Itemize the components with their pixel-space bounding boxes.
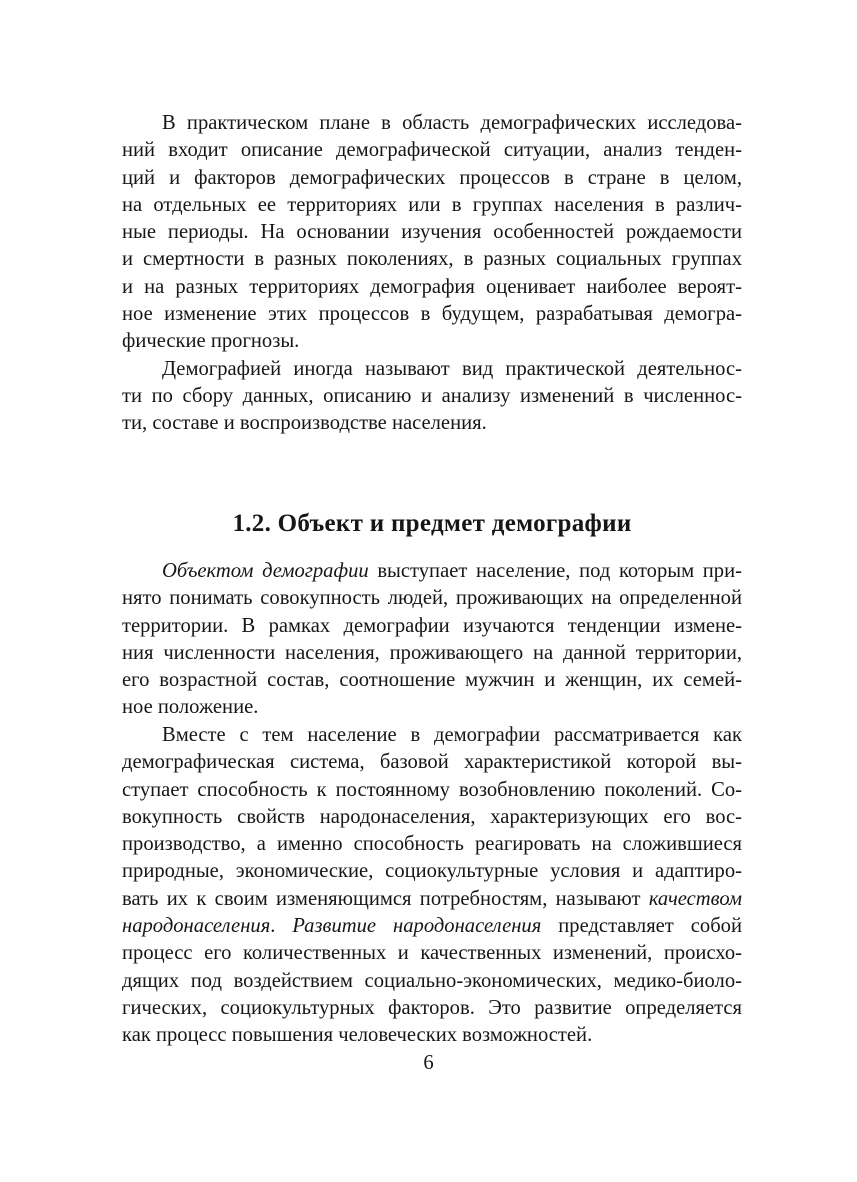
paragraph-demography-definition — [122, 356, 742, 438]
text-line: ния численности населения, проживающего на данной территории, — [122, 641, 742, 664]
text-line: ций и факторов демографических процессов в стране в целом, — [122, 166, 742, 189]
italic-term: качеством — [648, 887, 742, 910]
text-line: природные, экономические, социокультурные условия и адаптиро- — [122, 860, 742, 883]
text-line: фические прогнозы. — [122, 330, 300, 353]
text-line: В практическом плане в область демографических исследова- — [162, 112, 742, 134]
text-line: ний входит описание демографической ситуации, анализ тенден- — [122, 139, 742, 162]
text-line — [122, 913, 742, 940]
text-line: вокупность свойств народонаселения, характеризующих его вос- — [122, 805, 742, 828]
page-number: 6 — [423, 1052, 434, 1074]
text-line: дящих под воздействием социально-экономических, медико-биоло- — [122, 969, 742, 992]
paragraph-object-of-demography — [122, 558, 742, 722]
text-segment: представляет собой — [541, 915, 742, 938]
text-line: как процесс повышения человеческих возможностей. — [122, 1024, 593, 1047]
paragraph-demographic-system — [122, 722, 742, 1050]
text-line: ное изменение этих процессов в будущем, разрабатывая демогра- — [122, 303, 742, 326]
italic-term: Развитие народонаселения — [292, 915, 542, 938]
section-heading: 1.2. Объект и предмет демографии — [232, 510, 632, 537]
text-line: и смертности в разных поколениях, в разных социальных группах — [122, 248, 742, 271]
text-line: его возрастной состав, соотношение мужчин и женщин, их семей- — [122, 669, 742, 692]
italic-term: народонаселения — [122, 915, 271, 938]
text-line: ти по сбору данных, описанию и анализу изменений в численнос- — [122, 384, 742, 407]
text-line: процесс его количественных и качественных изменений, происхо- — [122, 942, 742, 965]
paragraph-practical-demography — [122, 110, 742, 356]
text-segment: вать их к своим изменяющимся потребностям, называют — [122, 887, 649, 910]
text-line — [122, 886, 742, 913]
text-line: Вместе с тем население в демографии рассматривается как — [162, 724, 742, 746]
text-line — [122, 558, 742, 585]
text-line: демографическая система, базовой характеристикой которой вы- — [122, 751, 742, 774]
text-line: гических, социокультурных факторов. Это развитие определяется — [122, 996, 742, 1019]
text-line: ступает способность к постоянному возобновлению поколений. Со- — [122, 778, 742, 801]
text-line: и на разных территориях демография оценивает наиболее вероят- — [122, 275, 742, 298]
text-line: территории. В рамках демографии изучаются тенденции измене- — [122, 614, 742, 637]
text-line: ти, составе и воспроизводстве населения. — [122, 412, 487, 435]
text-segment: выступает население, под которым при- — [368, 560, 742, 582]
text-line: ное положение. — [122, 696, 259, 719]
text-line: ные периоды. На основании изучения особенностей рождаемости — [122, 221, 742, 244]
text-line: на отдельных ее территориях или в группах населения в различ- — [122, 193, 742, 216]
text-line: Демографией иногда называют вид практической деятельнос- — [162, 357, 742, 380]
italic-term: Объектом демографии — [162, 560, 369, 582]
text-line: производство, а именно способность реагировать на сложившиеся — [122, 833, 742, 856]
text-segment: . — [270, 915, 293, 938]
text-line: нято понимать совокупность людей, проживающих на определенной — [122, 587, 742, 610]
